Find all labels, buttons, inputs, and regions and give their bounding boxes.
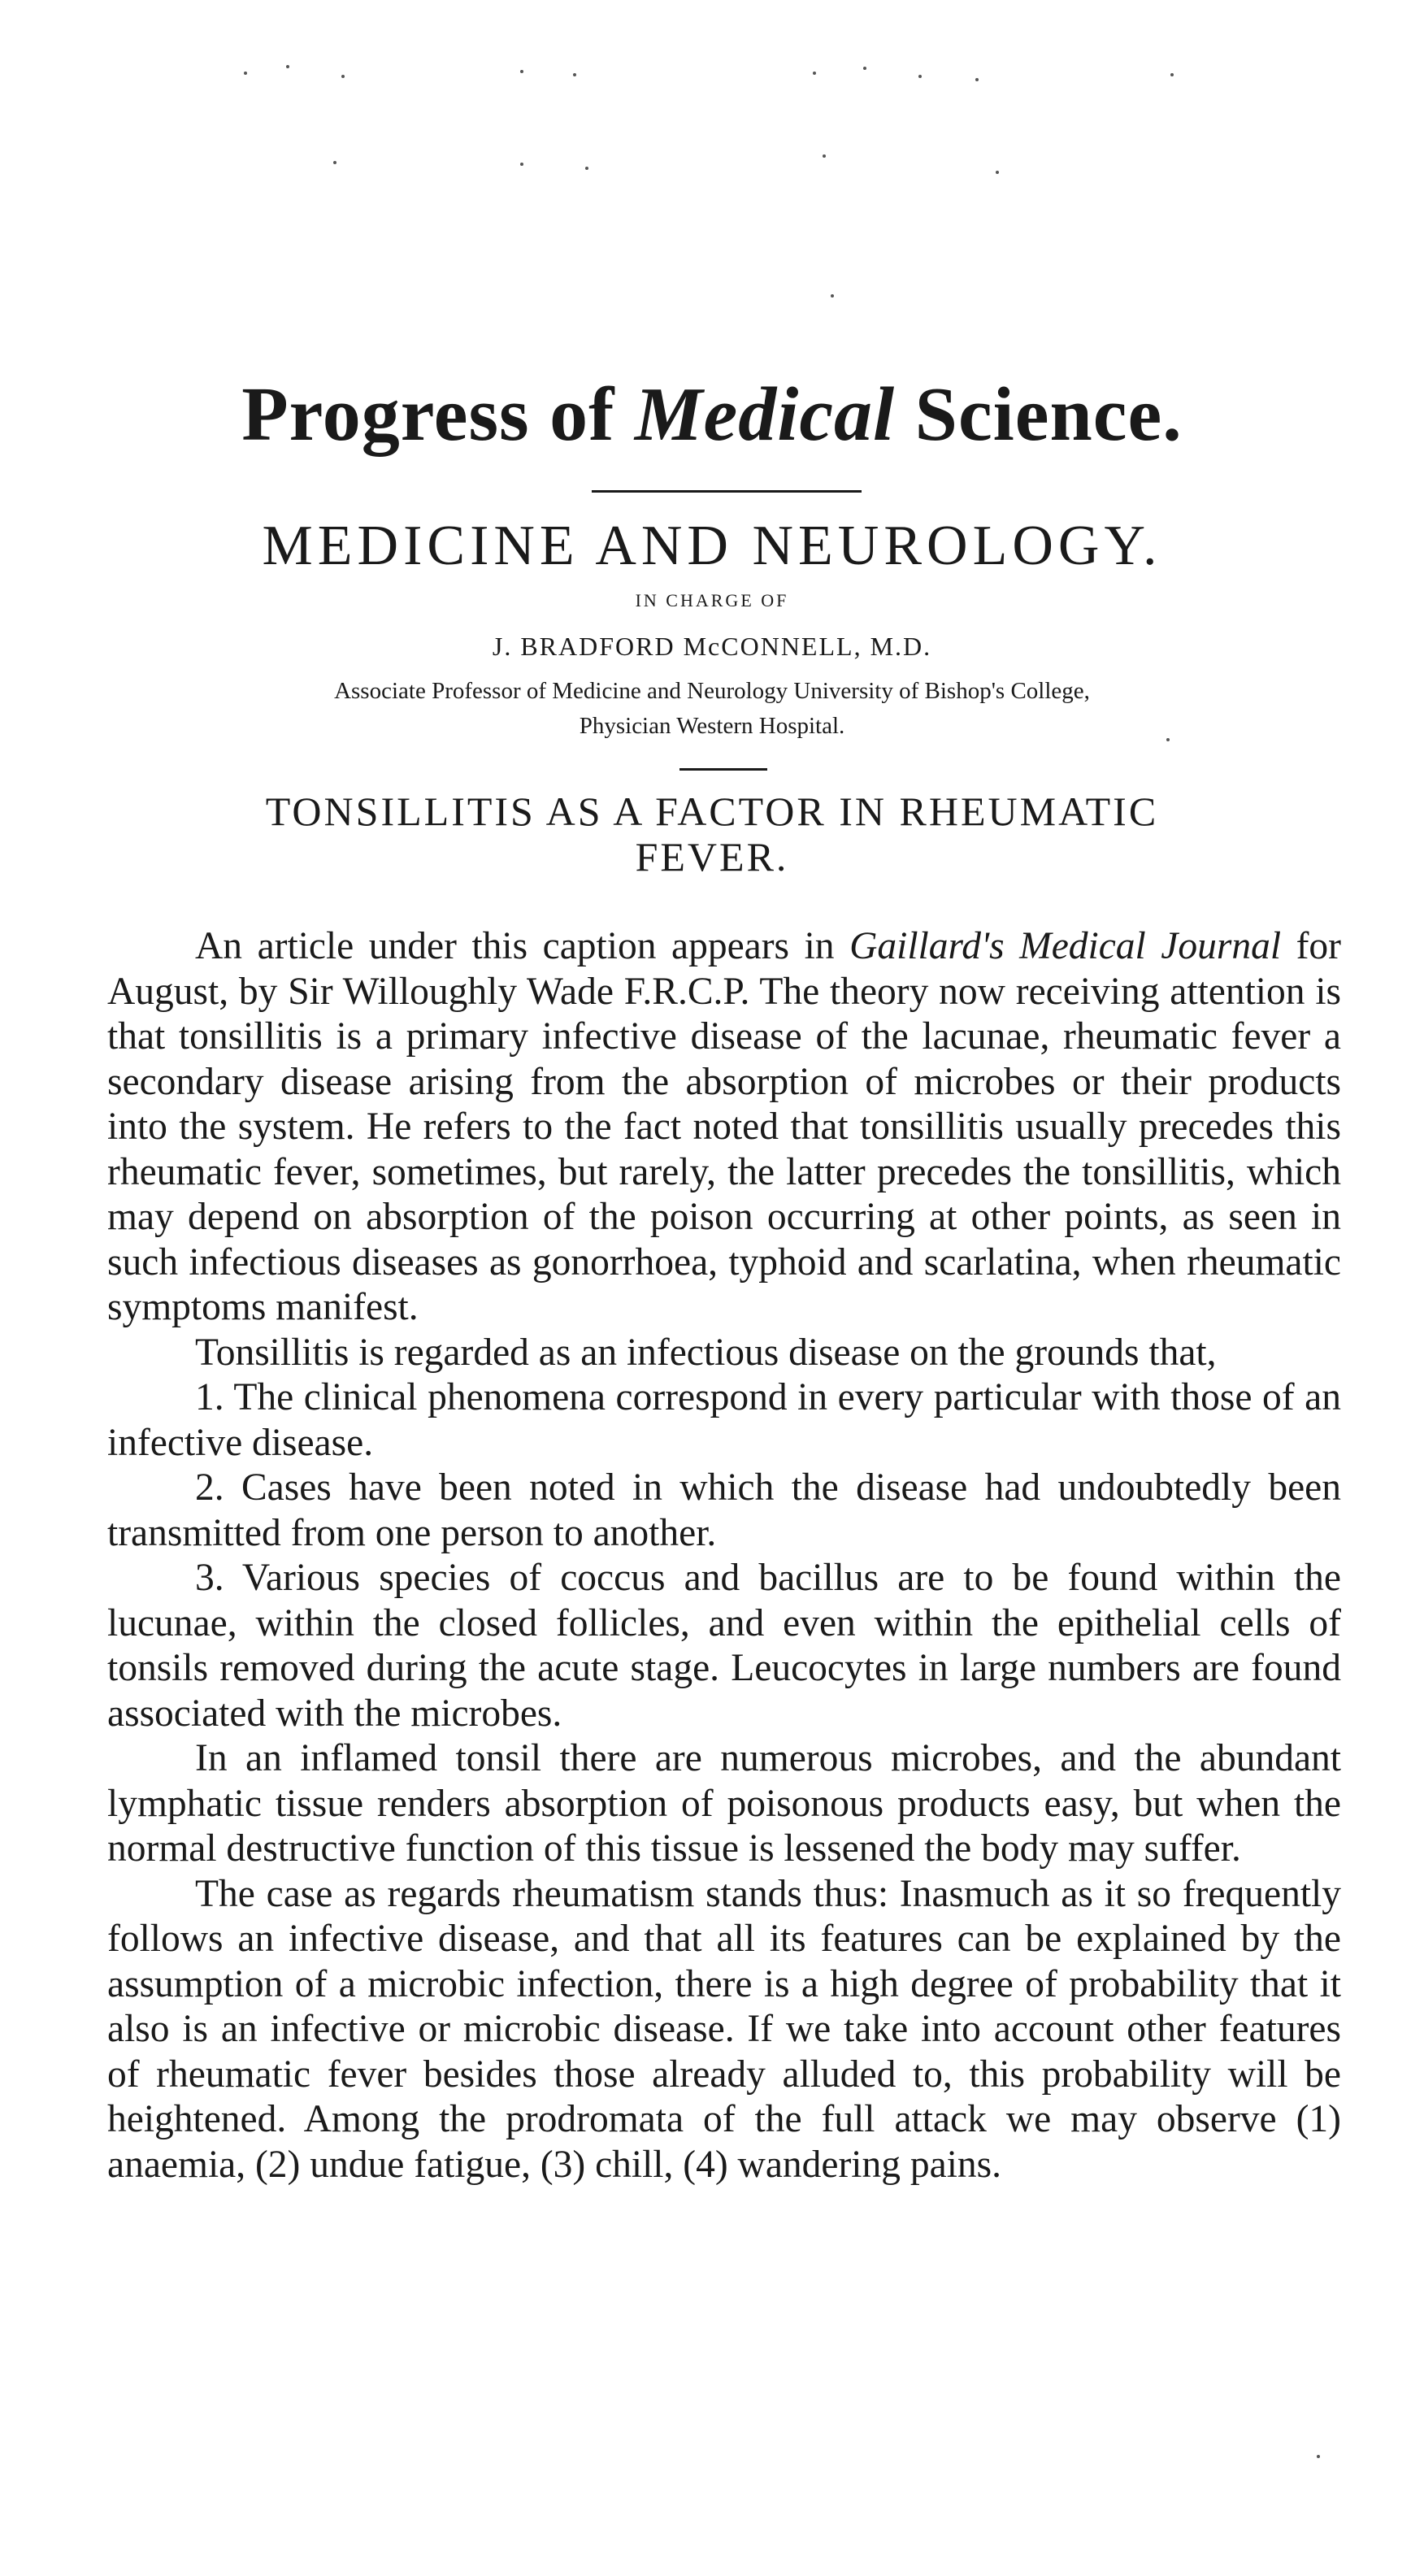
in-charge-label: IN CHARGE OF xyxy=(635,590,789,610)
paragraph-intro-text-b: for August, by Sir Willoughly Wade F.R.C.P. The theory now receiving attention is that tonsillitis is a primary infective disease of the lacunae, rheumatic fever a secondary disease arising from the absorption of microbes or their products into the system. He refers to the fact noted that tonsillitis usually precedes this rheumatic fever, sometimes, but rarely, the latter precedes the tonsillitis, which may depend on absorption of the poison occurring at other points, as seen in such infectious diseases as gonorrhoea, typhoid and scarlatina, when rheumatic symptoms manifest. xyxy=(107,925,1341,1328)
journal-title-part1: Progress of xyxy=(241,372,635,457)
journal-title xyxy=(0,370,1424,459)
article-body xyxy=(107,924,1341,2187)
section-title: MEDICINE AND NEUROLOGY. xyxy=(262,515,1162,577)
paragraph-intro-text-a: An article under this caption appears in xyxy=(195,925,850,967)
article-title-line1: TONSILLITIS AS A FACTOR IN RHEUMATIC xyxy=(265,788,1159,834)
list-item-1: 1. The clinical phenomena correspond in every particular with those of an infective disease. xyxy=(107,1376,1341,1464)
title-divider xyxy=(592,490,862,493)
list-item-3: 3. Various species of coccus and bacillus are to be found within the lucunae, within the closed follicles, and even within the epithelial cells of tonsils removed during the acute stage. Leucocytes in large numbers are found associated with the microbes. xyxy=(107,1557,1341,1735)
paragraph-inflamed-tonsil: In an inflamed tonsil there are numerous microbes, and the abundant lymphatic tissue renders absorption of poisonous products easy, but when the normal destructive function of this tissue is lessened the body may suffer. xyxy=(107,1737,1341,1870)
list-item-2: 2. Cases have been noted in which the disease had undoubtedly been transmitted from one person to another. xyxy=(107,1466,1341,1554)
editor-affiliation-line1: Associate Professor of Medicine and Neurology University of Bishop's College, xyxy=(334,678,1090,704)
journal-title-italic: Medical xyxy=(634,372,896,457)
paragraph-intro xyxy=(107,924,1341,1331)
journal-citation: Gaillard's Medical Journal xyxy=(849,925,1282,967)
article-title xyxy=(0,788,1424,880)
journal-title-part2: Science. xyxy=(895,372,1183,457)
paragraph-rheumatism-case: The case as regards rheumatism stands thus: Inasmuch as it so frequently follows an infective disease, and that all its features can be explained by the assumption of a microbic infection, there is a high degree of probability that it also is an infective or microbic disease. If we take into account other features of rheumatic fever besides those already alluded to, this probability will be heightened. Among the prodromata of the full attack we may observe (1) anaemia, (2) undue fatigue, (3) chill, (4) wandering pains. xyxy=(107,1872,1341,2186)
paragraph-grounds: Tonsillitis is regarded as an infectious disease on the grounds that, xyxy=(195,1331,1217,1374)
article-title-line2: FEVER. xyxy=(635,834,789,880)
editor-name: J. BRADFORD McCONNELL, M.D. xyxy=(492,632,932,661)
editor-affiliation-line2: Physician Western Hospital. xyxy=(579,713,845,739)
article-divider xyxy=(679,768,767,771)
